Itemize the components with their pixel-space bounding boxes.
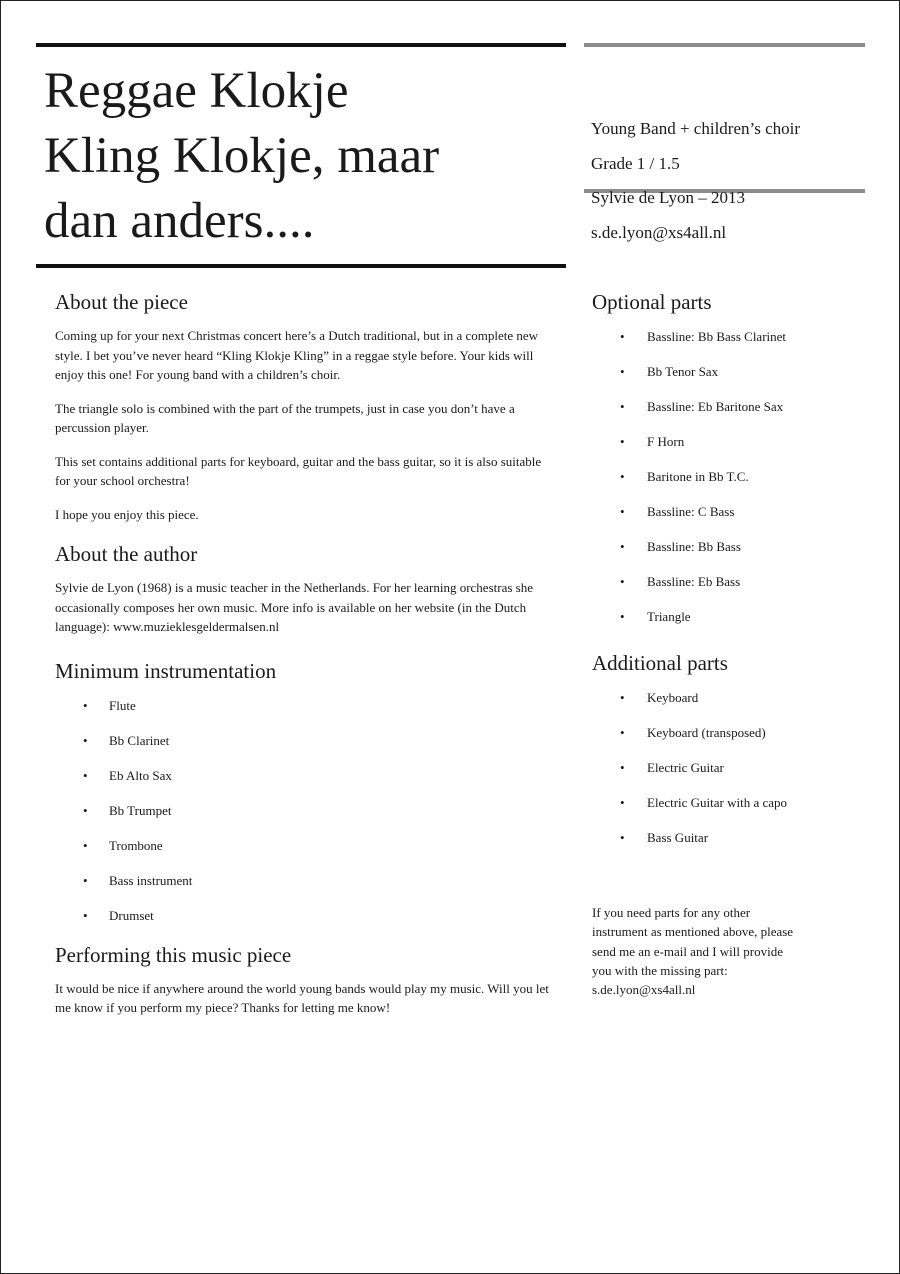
page-title bbox=[36, 47, 566, 264]
list-item bbox=[592, 494, 872, 529]
section-additional-parts bbox=[592, 649, 872, 855]
list-item bbox=[592, 529, 872, 564]
paragraph: Sylvie de Lyon (1968) is a music teacher in the Netherlands. For her learning orchestras she occasionally composes her own music. More info is available on her website (in the Dutch language): www.muzieklesgeldermalsen.nl bbox=[55, 580, 533, 634]
title-bottom-rule bbox=[36, 264, 566, 268]
bullet-icon: • bbox=[83, 802, 88, 818]
list-item bbox=[592, 715, 872, 750]
list-item-label: Flute bbox=[109, 697, 136, 713]
list-item bbox=[592, 354, 872, 389]
list-item-label: Triangle bbox=[647, 609, 691, 624]
list-item-label: Bassline: Eb Bass bbox=[647, 574, 741, 589]
list-item bbox=[592, 750, 872, 785]
note-email[interactable]: s.de.lyon@xs4all.nl bbox=[592, 982, 696, 998]
meta-list bbox=[584, 47, 865, 243]
title-line: dan anders.... bbox=[44, 193, 315, 249]
section-about-piece bbox=[55, 288, 555, 524]
list-item-label: Baritone in Bb T.C. bbox=[647, 469, 749, 484]
bullet-icon: • bbox=[620, 690, 625, 705]
bullet-icon: • bbox=[83, 907, 88, 923]
paragraph: Coming up for your next Christmas concert here’s a Dutch traditional, but in a complete new style. I bet you’ve never heard “Kling Klokje Kling” in a reggae style before. Your kids will enjoy this one! For young band with a children’s choir. bbox=[55, 328, 539, 382]
section-performing bbox=[55, 941, 555, 1018]
list-item-label: Bassline: Bb Bass bbox=[647, 539, 741, 554]
meta-composer: Sylvie de Lyon – 2013 bbox=[591, 188, 745, 208]
list-item bbox=[55, 828, 555, 863]
list-item bbox=[592, 424, 872, 459]
note-line: you with the missing part: bbox=[592, 962, 728, 978]
section-heading: Optional parts bbox=[592, 290, 712, 314]
paragraph: I hope you enjoy this piece. bbox=[55, 506, 199, 522]
list-item-label: Keyboard (transposed) bbox=[647, 725, 766, 740]
bullet-icon: • bbox=[620, 539, 625, 554]
additional-parts-list bbox=[592, 680, 872, 855]
list-item-label: Drumset bbox=[109, 907, 154, 923]
bullet-icon: • bbox=[620, 434, 625, 449]
contact-note bbox=[592, 903, 872, 999]
section-min-instrumentation bbox=[55, 657, 555, 933]
section-optional-parts bbox=[592, 288, 872, 634]
bullet-icon: • bbox=[620, 760, 625, 775]
bullet-icon: • bbox=[620, 329, 625, 344]
list-item-label: Bassline: Bb Bass Clarinet bbox=[647, 329, 787, 344]
optional-parts-list bbox=[592, 319, 872, 634]
list-item bbox=[55, 688, 555, 723]
bullet-icon: • bbox=[620, 830, 625, 845]
bullet-icon: • bbox=[83, 697, 88, 713]
list-item-label: Bb Clarinet bbox=[109, 732, 170, 748]
section-heading: About the author bbox=[55, 542, 198, 566]
section-heading: Performing this music piece bbox=[55, 942, 292, 967]
paragraph: It would be nice if anywhere around the world young bands would play my music. Will you let me know if you perform my piece? Thanks for letting me know! bbox=[55, 980, 549, 1015]
meta-grade: Grade 1 / 1.5 bbox=[591, 153, 680, 173]
title-line: Kling Klokje, maar bbox=[44, 128, 440, 184]
min-instrumentation-list bbox=[55, 688, 555, 933]
section-heading: Additional parts bbox=[592, 651, 728, 675]
bullet-icon: • bbox=[620, 364, 625, 379]
section-about-author bbox=[55, 540, 555, 637]
left-column bbox=[55, 288, 555, 1032]
meta-block bbox=[584, 43, 865, 243]
list-item bbox=[592, 389, 872, 424]
right-column bbox=[592, 288, 872, 999]
list-item-label: Bb Tenor Sax bbox=[647, 364, 719, 379]
list-item bbox=[55, 758, 555, 793]
list-item-label: Electric Guitar with a capo bbox=[647, 795, 788, 810]
title-block bbox=[36, 43, 566, 268]
list-item bbox=[55, 898, 555, 933]
bullet-icon: • bbox=[620, 609, 625, 624]
meta-email[interactable]: s.de.lyon@xs4all.nl bbox=[591, 223, 727, 243]
list-item bbox=[55, 723, 555, 758]
list-item bbox=[592, 319, 872, 354]
bullet-icon: • bbox=[83, 872, 88, 888]
list-item-label: Electric Guitar bbox=[647, 760, 724, 775]
list-item-label: Bb Trumpet bbox=[109, 802, 172, 818]
paragraph: This set contains additional parts for keyboard, guitar and the bass guitar, so it is also suitable for your school orchestra! bbox=[55, 453, 542, 488]
note-line: send me an e-mail and I will provide bbox=[592, 943, 783, 959]
list-item-label: Bassline: Eb Baritone Sax bbox=[647, 399, 784, 414]
list-item bbox=[55, 863, 555, 898]
bullet-icon: • bbox=[620, 574, 625, 589]
meta-ensemble: Young Band + children’s choir bbox=[591, 119, 801, 138]
note-line: instrument as mentioned above, please bbox=[592, 924, 794, 940]
list-item bbox=[592, 564, 872, 599]
bullet-icon: • bbox=[620, 504, 625, 519]
section-heading: Minimum instrumentation bbox=[55, 658, 277, 683]
bullet-icon: • bbox=[620, 795, 625, 810]
note-line: If you need parts for any other bbox=[592, 905, 751, 920]
list-item-label: Keyboard bbox=[647, 690, 699, 705]
list-item-label: Bassline: C Bass bbox=[647, 504, 735, 519]
list-item-label: Bass Guitar bbox=[647, 830, 709, 845]
bullet-icon: • bbox=[620, 725, 625, 740]
paragraph: The triangle solo is combined with the part of the trumpets, just in case you don’t have a percussion player. bbox=[55, 400, 515, 435]
list-item bbox=[592, 599, 872, 634]
list-item-label: Bass instrument bbox=[109, 872, 193, 888]
list-item bbox=[592, 459, 872, 494]
bullet-icon: • bbox=[620, 469, 625, 484]
bullet-icon: • bbox=[620, 399, 625, 414]
list-item bbox=[592, 820, 872, 855]
bullet-icon: • bbox=[83, 767, 88, 783]
list-item-label: Trombone bbox=[109, 837, 163, 853]
title-line: Reggae Klokje bbox=[44, 63, 349, 119]
list-item bbox=[55, 793, 555, 828]
bullet-icon: • bbox=[83, 732, 88, 748]
list-item-label: F Horn bbox=[647, 434, 685, 449]
list-item bbox=[592, 680, 872, 715]
list-item bbox=[592, 785, 872, 820]
bullet-icon: • bbox=[83, 837, 88, 853]
list-item-label: Eb Alto Sax bbox=[109, 767, 172, 783]
section-heading: About the piece bbox=[55, 290, 188, 314]
